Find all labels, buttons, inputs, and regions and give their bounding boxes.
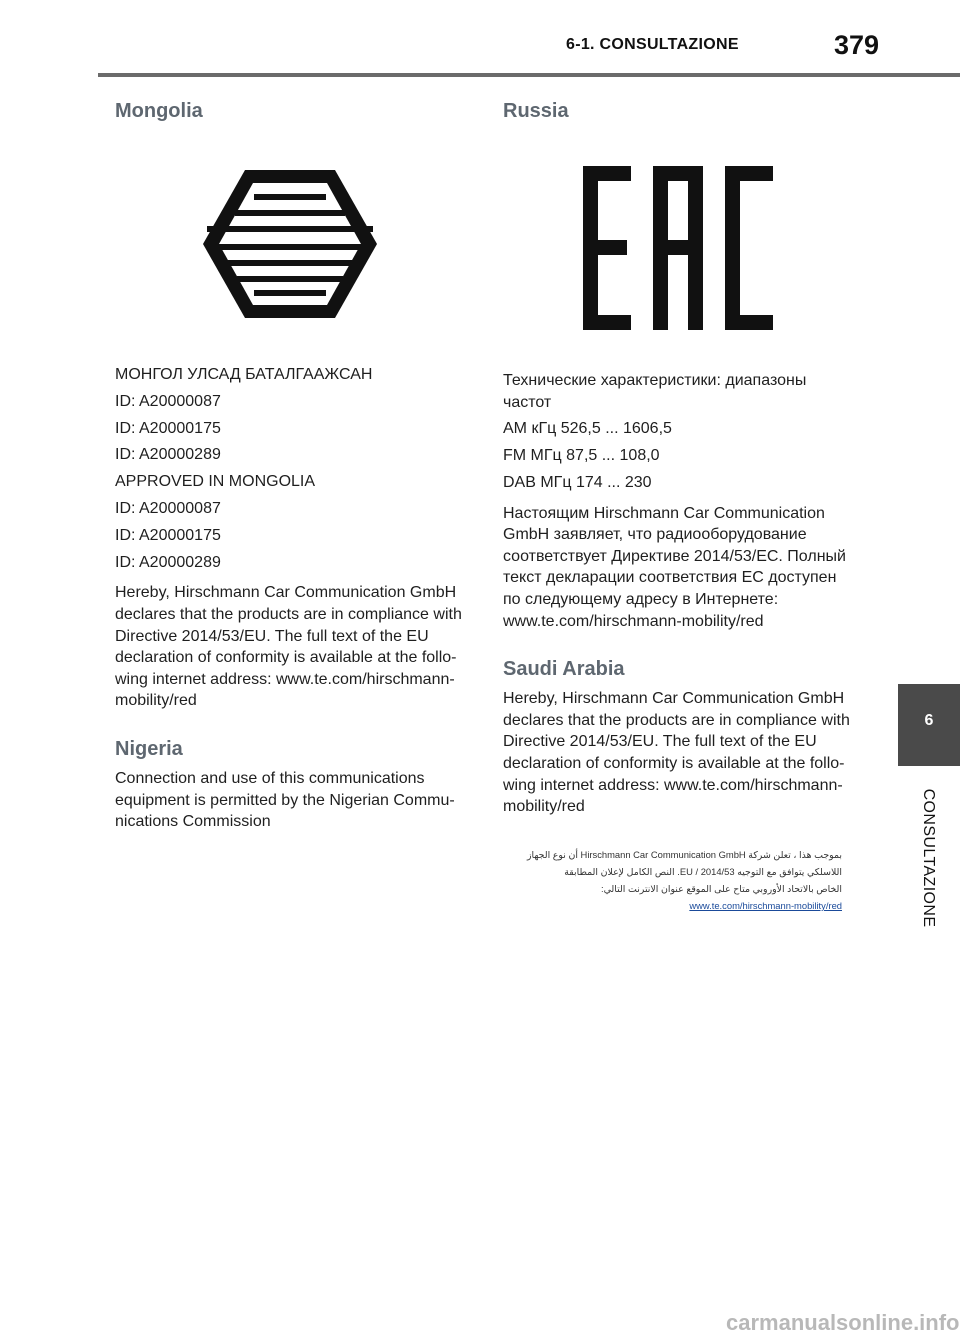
arabic-declaration [496,846,842,914]
mongolia-line: ID: A20000175 [115,419,221,437]
page-number: 379 [834,30,880,60]
saudi-arabia-heading: Saudi Arabia [503,658,625,681]
eac-logo-text: EAC [678,266,681,267]
chapter-label: CONSULTAZIONE [920,788,937,928]
right-column [503,96,853,818]
mongolia-line: ID: A20000289 [115,553,221,571]
nigeria-heading: Nigeria [115,737,183,760]
russia-declaration: Настоящим Hirschmann Car Communication GmbH заявляет, что радиооборудование соответствует Директиве 2014/53/ЕС. Полный текст декларации соответствия ЕС доступен по следующему адресу в Интернете: www.te.com/hirschmann-mobility/red [503,504,846,630]
chapter-number: 6 [924,712,934,729]
mongolia-line: ID: A20000289 [115,446,221,464]
russia-spec-am: AM кГц 526,5 ... 1606,5 [503,420,672,438]
mongolia-line: ID: A20000087 [115,392,221,410]
arabic-line: بموجب هذا ، تعلن شركة Hirschmann Car Communication GmbH أن نوع الجهاز [526,849,842,860]
mongolia-line: ID: A20000087 [115,499,221,517]
eac-logo [503,126,853,370]
mongolia-declaration: Hereby, Hirschmann Car Communication GmbH declares that the products are in compliance with Directive 2014/53/EU. The full text of the EU declaration of conformity is available at the follo- wing internet address: www.te.com/hirschmann- mobility/red [115,584,462,710]
header-rule [98,73,960,77]
russia-heading: Russia [503,100,569,122]
saudi-arabia-declaration: Hereby, Hirschmann Car Communication GmbH declares that the products are in compliance with Directive 2014/53/EU. The full text of the EU declaration of conformity is available at the follo- wing internet address: www.te.com/hirschmann- mobility/red [503,690,850,816]
mongolia-line: МОНГОЛ УЛСАД БАТАЛГААЖСАН [115,366,373,383]
mongolia-certification-logo [115,126,465,362]
arabic-line: اللاسلكي يتوافق مع التوجيه 2014/53 / EU. النص الكامل لإعلان المطابقة [564,866,842,877]
russia-specs-title: Технические характеристики: диапазоны частот [503,372,807,411]
mongolia-heading: Mongolia [115,100,203,122]
arabic-line: الخاص بالاتحاد الأوروبي متاح على الموقع عنوان الانترنت التالي: [600,883,842,894]
russia-spec-fm: FM МГц 87,5 ... 108,0 [503,446,660,464]
left-column [115,96,465,833]
chapter-tab[interactable] [898,684,960,766]
watermark: carmanualsonline.info [726,1310,960,1335]
header-section-title: 6-1. CONSULTAZIONE [566,36,739,53]
mongolia-mark-icon [199,164,381,324]
mongolia-line: APPROVED IN MONGOLIA [115,473,316,491]
nigeria-text: Connection and use of this communications equipment is permitted by the Nigerian Commu- nications Commission [115,769,455,831]
eac-mark-icon [583,166,773,330]
mongolia-line: ID: A20000175 [115,526,221,544]
arabic-url-link[interactable]: www.te.com/hirschmann-mobility/red [689,900,842,911]
russia-spec-dab: DAB МГц 174 ... 230 [503,473,652,491]
